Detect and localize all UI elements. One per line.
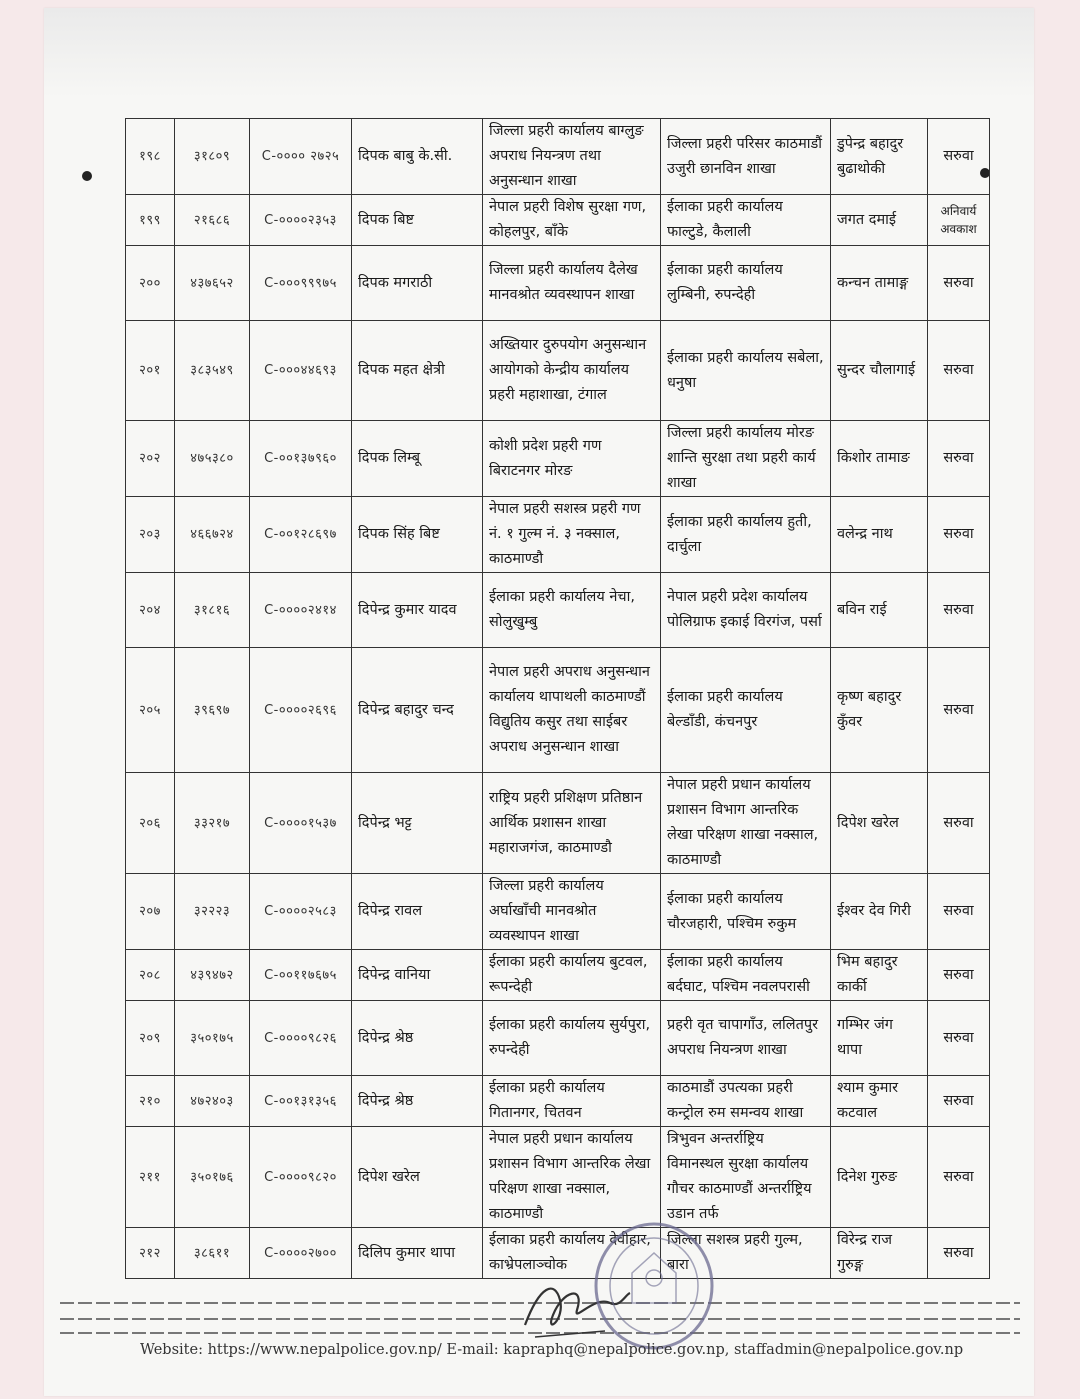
staff-code: C-००००२५८३ xyxy=(250,874,352,950)
serial-number: २१० xyxy=(126,1076,175,1127)
employee-name: दिपेन्द्र बहादुर चन्द xyxy=(352,648,483,773)
serial-number: २०७ xyxy=(126,874,175,950)
current-office: जिल्ला प्रहरी कार्यालय बाग्लुङ अपराध नियन्त्रण तथा अनुसन्धान शाखा xyxy=(483,119,661,195)
table-body xyxy=(126,119,990,1279)
punch-hole-mark xyxy=(82,171,92,181)
table-row xyxy=(126,648,990,773)
staff-code: C-००१३१३५६ xyxy=(250,1076,352,1127)
replacement-name: वलेन्द्र नाथ xyxy=(831,497,928,573)
serial-number: २०२ xyxy=(126,421,175,497)
transfer-office: ईलाका प्रहरी कार्यालय बेल्डाँडी, कंचनपुर xyxy=(661,648,831,773)
replacement-name: कन्चन तामाङ्ग xyxy=(831,246,928,321)
replacement-name: दिपेश खरेल xyxy=(831,773,928,874)
table-row xyxy=(126,1076,990,1127)
police-id: ३१८०९ xyxy=(175,119,250,195)
police-id: ४३९४७२ xyxy=(175,950,250,1001)
serial-number: २१२ xyxy=(126,1228,175,1279)
transfer-status: सरुवा xyxy=(928,1127,990,1228)
scan-shadow xyxy=(44,8,1034,98)
police-id: ३५०१७५ xyxy=(175,1001,250,1076)
replacement-name: श्याम कुमार कटवाल xyxy=(831,1076,928,1127)
current-office: अख्तियार दुरुपयोग अनुसन्धान आयोगको केन्द्रीय कार्यालय प्रहरी महाशाखा, टंगाल xyxy=(483,321,661,421)
table-row xyxy=(126,119,990,195)
transfer-status: सरुवा xyxy=(928,773,990,874)
employee-name: दिलिप कुमार थापा xyxy=(352,1228,483,1279)
employee-name: दिपेश खरेल xyxy=(352,1127,483,1228)
replacement-name: विरेन्द्र राज गुरुङ्ग xyxy=(831,1228,928,1279)
employee-name: दिपेन्द्र श्रेष्ठ xyxy=(352,1001,483,1076)
table-row xyxy=(126,246,990,321)
transfer-status: सरुवा xyxy=(928,573,990,648)
serial-number: २०५ xyxy=(126,648,175,773)
police-id: ३८६११ xyxy=(175,1228,250,1279)
police-id: ३२२२३ xyxy=(175,874,250,950)
current-office: ईलाका प्रहरी कार्यालय देवीहार, काभ्रेपलाञ्चोक xyxy=(483,1228,661,1279)
replacement-name: डुपेन्द्र बहादुर बुढाथोकी xyxy=(831,119,928,195)
replacement-name: कृष्ण बहादुर कुँवर xyxy=(831,648,928,773)
transfer-status: सरुवा xyxy=(928,950,990,1001)
transfer-office: नेपाल प्रहरी प्रदेश कार्यालय पोलिग्राफ इकाई विरगंज, पर्सा xyxy=(661,573,831,648)
replacement-name: भिम बहादुर कार्की xyxy=(831,950,928,1001)
serial-number: २०१ xyxy=(126,321,175,421)
employee-name: दिपक मगराठी xyxy=(352,246,483,321)
transfer-office: जिल्ला प्रहरी कार्यालय मोरङ शान्ति सुरक्षा तथा प्रहरी कार्य शाखा xyxy=(661,421,831,497)
transfer-office: त्रिभुवन अन्तर्राष्ट्रिय विमानस्थल सुरक्षा कार्यालय गौचर काठमाण्डौं अन्तर्राष्ट्रिय उडान तर्फ xyxy=(661,1127,831,1228)
transfer-status: सरुवा xyxy=(928,321,990,421)
replacement-name: बविन राई xyxy=(831,573,928,648)
current-office: ईलाका प्रहरी कार्यालय गितानगर, चितवन xyxy=(483,1076,661,1127)
table-row xyxy=(126,321,990,421)
staff-code: C-०००९९९७५ xyxy=(250,246,352,321)
replacement-name: जगत दमाई xyxy=(831,195,928,246)
serial-number: २०९ xyxy=(126,1001,175,1076)
table-row xyxy=(126,421,990,497)
police-id: ३३२१७ xyxy=(175,773,250,874)
transfer-status: सरुवा xyxy=(928,1076,990,1127)
staff-code: C-००११७६७५ xyxy=(250,950,352,1001)
transfer-office: ईलाका प्रहरी कार्यालय हुती, दार्चुला xyxy=(661,497,831,573)
table-row xyxy=(126,573,990,648)
table-row xyxy=(126,497,990,573)
employee-name: दिपक महत क्षेत्री xyxy=(352,321,483,421)
serial-number: २११ xyxy=(126,1127,175,1228)
replacement-name: किशोर तामाङ xyxy=(831,421,928,497)
employee-name: दिपक सिंह बिष्ट xyxy=(352,497,483,573)
staff-code: C-०००० २७२५ xyxy=(250,119,352,195)
transfer-table xyxy=(125,118,990,1279)
transfer-status: सरुवा xyxy=(928,246,990,321)
transfer-office: प्रहरी वृत चापागाँउ, ललितपुर अपराध नियन्त्रण शाखा xyxy=(661,1001,831,1076)
staff-code: C-००००१५३७ xyxy=(250,773,352,874)
official-seal xyxy=(592,1218,717,1353)
police-id: ४३७६५२ xyxy=(175,246,250,321)
employee-name: दिपक बाबु के.सी. xyxy=(352,119,483,195)
police-id: ३९६९७ xyxy=(175,648,250,773)
current-office: जिल्ला प्रहरी कार्यालय अर्घाखाँची मानवश्रोत व्यवस्थापन शाखा xyxy=(483,874,661,950)
replacement-name: दिनेश गुरुङ xyxy=(831,1127,928,1228)
employee-name: दिपक बिष्ट xyxy=(352,195,483,246)
table-row xyxy=(126,950,990,1001)
transfer-status: सरुवा xyxy=(928,421,990,497)
police-id: ४७२४०३ xyxy=(175,1076,250,1127)
police-id: ४७५३८० xyxy=(175,421,250,497)
transfer-office: ईलाका प्रहरी कार्यालय चौरजहारी, पश्चिम रुकुम xyxy=(661,874,831,950)
current-office: जिल्ला प्रहरी कार्यालय दैलेख मानवश्रोत व्यवस्थापन शाखा xyxy=(483,246,661,321)
transfer-office: नेपाल प्रहरी प्रधान कार्यालय प्रशासन विभाग आन्तरिक लेखा परिक्षण शाखा नक्साल, काठमाण्डौ xyxy=(661,773,831,874)
serial-number: १९९ xyxy=(126,195,175,246)
serial-number: २०४ xyxy=(126,573,175,648)
transfer-office: जिल्ला प्रहरी परिसर काठमाडौं उजुरी छानविन शाखा xyxy=(661,119,831,195)
transfer-office: ईलाका प्रहरी कार्यालय बर्दघाट, पश्चिम नवलपरासी xyxy=(661,950,831,1001)
table-row xyxy=(126,195,990,246)
transfer-office: काठमाडौं उपत्यका प्रहरी कन्ट्रोल रुम समन्वय शाखा xyxy=(661,1076,831,1127)
staff-code: C-००००२३५३ xyxy=(250,195,352,246)
transfer-office: ईलाका प्रहरी कार्यालय फाल्टुडे, कैलाली xyxy=(661,195,831,246)
footer-contact: Website: https://www.nepalpolice.gov.np/ E-mail: kapraphq@nepalpolice.gov.np, staffadmin@nepalpolice.gov.np xyxy=(140,1342,964,1358)
table-row xyxy=(126,1127,990,1228)
employee-name: दिपक लिम्बू xyxy=(352,421,483,497)
current-office: नेपाल प्रहरी अपराध अनुसन्धान कार्यालय थापाथली काठमाण्डौं विद्युतिय कसुर तथा साईबर अपराध अनुसन्धान शाखा xyxy=(483,648,661,773)
table-row xyxy=(126,773,990,874)
police-id: ४६६७२४ xyxy=(175,497,250,573)
staff-code: C-००००२७०० xyxy=(250,1228,352,1279)
serial-number: २०८ xyxy=(126,950,175,1001)
staff-code: C-००००२४१४ xyxy=(250,573,352,648)
staff-code: C-०००४४६९३ xyxy=(250,321,352,421)
table-row xyxy=(126,874,990,950)
table-row xyxy=(126,1001,990,1076)
police-id: ३८३५४९ xyxy=(175,321,250,421)
employee-name: दिपेन्द्र श्रेष्ठ xyxy=(352,1076,483,1127)
current-office: नेपाल प्रहरी विशेष सुरक्षा गण, कोहलपुर, बाँके xyxy=(483,195,661,246)
replacement-name: सुन्दर चौलागाई xyxy=(831,321,928,421)
current-office: ईलाका प्रहरी कार्यालय नेचा, सोलुखुम्बु xyxy=(483,573,661,648)
transfer-office: जिल्ला सशस्त्र प्रहरी गुल्म, बारा xyxy=(661,1228,831,1279)
transfer-status: सरुवा xyxy=(928,497,990,573)
employee-name: दिपेन्द्र रावल xyxy=(352,874,483,950)
serial-number: २०३ xyxy=(126,497,175,573)
employee-name: दिपेन्द्र कुमार यादव xyxy=(352,573,483,648)
staff-code: C-००१२८६९७ xyxy=(250,497,352,573)
transfer-office: ईलाका प्रहरी कार्यालय सबेला, धनुषा xyxy=(661,321,831,421)
staff-code: C-००००२६९६ xyxy=(250,648,352,773)
serial-number: २०६ xyxy=(126,773,175,874)
police-id: ३१८१६ xyxy=(175,573,250,648)
transfer-status: अनिवार्य अवकाश xyxy=(928,195,990,246)
replacement-name: गम्भिर जंग थापा xyxy=(831,1001,928,1076)
current-office: ईलाका प्रहरी कार्यालय बुटवल, रूपन्देही xyxy=(483,950,661,1001)
serial-number: १९८ xyxy=(126,119,175,195)
current-office: कोशी प्रदेश प्रहरी गण बिराटनगर मोरङ xyxy=(483,421,661,497)
staff-code: C-००१३७९६० xyxy=(250,421,352,497)
transfer-status: सरुवा xyxy=(928,874,990,950)
police-id: २१६८६ xyxy=(175,195,250,246)
replacement-name: ईश्वर देव गिरी xyxy=(831,874,928,950)
transfer-office: ईलाका प्रहरी कार्यालय लुम्बिनी, रुपन्देही xyxy=(661,246,831,321)
transfer-status: सरुवा xyxy=(928,119,990,195)
current-office: राष्ट्रिय प्रहरी प्रशिक्षण प्रतिष्ठान आर्थिक प्रशासन शाखा महाराजगंज, काठमाण्डौ xyxy=(483,773,661,874)
current-office: ईलाका प्रहरी कार्यालय सुर्यपुरा, रुपन्देही xyxy=(483,1001,661,1076)
current-office: नेपाल प्रहरी प्रधान कार्यालय प्रशासन विभाग आन्तरिक लेखा परिक्षण शाखा नक्साल, काठमाण्डौ xyxy=(483,1127,661,1228)
staff-code: C-००००९८२० xyxy=(250,1127,352,1228)
transfer-status: सरुवा xyxy=(928,1228,990,1279)
transfer-status: सरुवा xyxy=(928,1001,990,1076)
employee-name: दिपेन्द्र वानिया xyxy=(352,950,483,1001)
police-id: ३५०१७६ xyxy=(175,1127,250,1228)
transfer-status: सरुवा xyxy=(928,648,990,773)
serial-number: २०० xyxy=(126,246,175,321)
current-office: नेपाल प्रहरी सशस्त्र प्रहरी गण नं. १ गुल्म नं. ३ नक्साल, काठमाण्डौ xyxy=(483,497,661,573)
employee-name: दिपेन्द्र भट्ट xyxy=(352,773,483,874)
staff-code: C-००००९८२६ xyxy=(250,1001,352,1076)
